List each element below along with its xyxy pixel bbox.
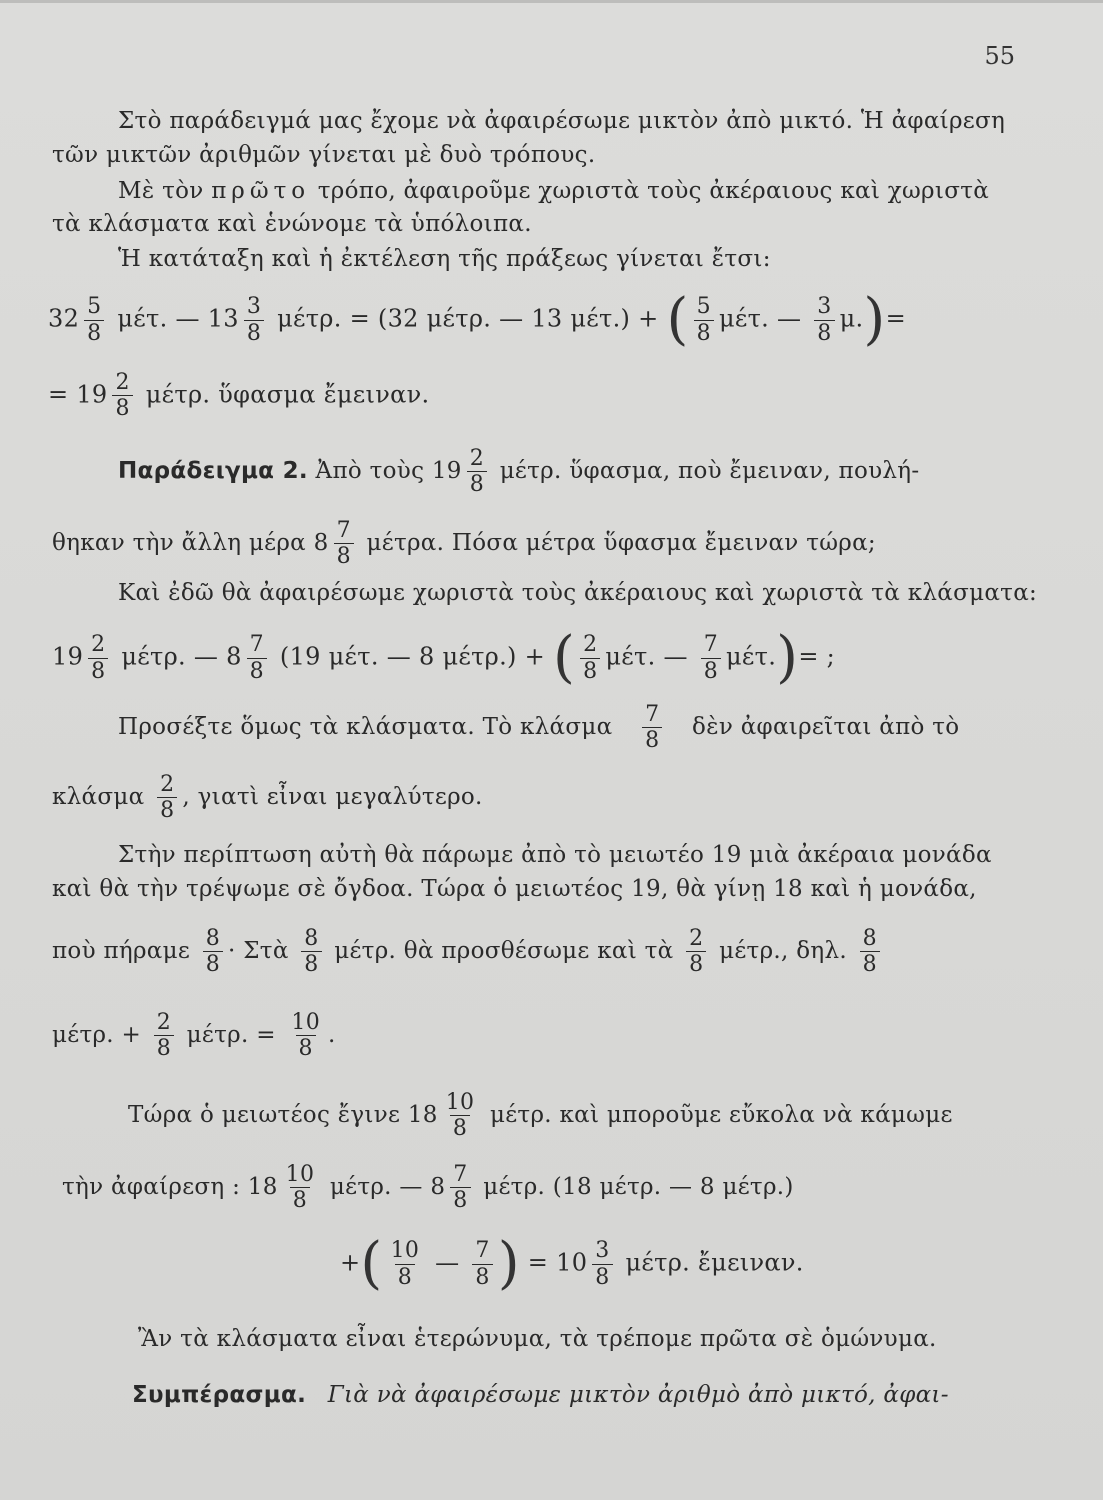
equation-2: [52, 625, 836, 690]
fraction: $\frac{2}{8}$: [157, 772, 177, 824]
equation-1-result: [48, 370, 429, 422]
unit: μέτ.: [726, 642, 777, 671]
text-span: μέτρ. +: [52, 1021, 142, 1048]
text-span: τρόπο, ἀφαιροῦμε χωριστὰ τοὺς ἀκέραιους καὶ χωριστὰ: [317, 178, 990, 204]
text-span: τὴν ἀφαίρεση : 18: [62, 1173, 278, 1200]
fraction: $\frac{7}{8}$: [472, 1238, 492, 1290]
text-line: [128, 1090, 953, 1142]
conclusion-heading: Συμπέρασμα.: [132, 1382, 307, 1408]
text-span: μέτρ. ὕφασμα, ποὺ ἔμειναν, πουλή-: [499, 457, 920, 484]
text-line: [52, 926, 885, 978]
text-line: [118, 178, 989, 204]
fraction: $\frac{2}{8}$: [88, 632, 108, 684]
text-span: = 10: [527, 1248, 588, 1277]
plus-sign: +: [340, 1248, 361, 1277]
fraction: $\frac{7}{8}$: [450, 1162, 470, 1214]
expression: (19 μέτ. — 8 μέτρ.) +: [279, 642, 545, 671]
text-line: Ἡ κατάταξη καὶ ἡ ἐκτέλεση τῆς πράξεως γίνεται ἔτσι:: [118, 246, 771, 272]
equals: =: [885, 304, 906, 333]
text-span: · Στὰ: [228, 937, 289, 964]
text-line: Στὴν περίπτωση αὐτὴ θὰ πάρωμε ἀπὸ τὸ μειωτέο 19 μιὰ ἀκέραια μονάδα: [118, 842, 992, 868]
top-edge-line: [0, 0, 1103, 3]
fraction: $\frac{2}{8}$: [467, 446, 487, 498]
right-paren: ): [776, 625, 799, 690]
text-span: δὲν ἀφαιρεῖται ἀπὸ τὸ: [692, 713, 960, 740]
text-line: [62, 1162, 794, 1214]
fraction: $\frac{10}{8}$: [291, 1010, 321, 1062]
integer: = 19: [48, 380, 108, 409]
conclusion-text: Γιὰ νὰ ἀφαιρέσωμε μικτὸν ἀριθμὸ ἀπὸ μικτό, ἀφαι-: [327, 1382, 949, 1408]
integer: 13: [207, 304, 239, 333]
text-span: Τώρα ὁ μειωτέος ἔγινε 18: [128, 1101, 438, 1128]
expression: μέτρ. = (32 μέτρ. — 13 μέτ.) +: [277, 304, 659, 333]
text-line: καὶ θὰ τὴν τρέψωμε σὲ ὄγδοα. Τώρα ὁ μειωτέος 19, θὰ γίνῃ 18 καὶ ἡ μονάδα,: [52, 876, 977, 902]
fraction: $\frac{10}{8}$: [445, 1090, 475, 1142]
text-line: Ἂν τὰ κλάσματα εἶναι ἑτερώνυμα, τὰ τρέπομε πρῶτα σὲ ὁμώνυμα.: [138, 1326, 937, 1352]
fraction: $\frac{8}{8}$: [203, 926, 223, 978]
minus-sign: —: [435, 1248, 460, 1277]
text-span: μέτρ., δηλ.: [719, 937, 847, 964]
fraction: $\frac{3}{8}$: [592, 1238, 612, 1290]
left-paren: (: [552, 625, 576, 690]
example-2-line: [118, 446, 919, 498]
text-span: μέτρα. Πόσα μέτρα ὕφασμα ἔμειναν τώρα;: [366, 529, 876, 556]
equation-1: [48, 287, 906, 352]
text-line: τὰ κλάσματα καὶ ἑνώνομε τὰ ὑπόλοιπα.: [52, 211, 532, 237]
equals: = ;: [798, 642, 836, 671]
page-number: 55: [984, 42, 1015, 70]
integer: 32: [48, 304, 80, 333]
conclusion-line: [132, 1382, 949, 1408]
emphasis-spaced: πρῶτο: [211, 178, 311, 204]
fraction: $\frac{2}{8}$: [154, 1010, 174, 1062]
integer: 19: [52, 642, 84, 671]
text-span: θηκαν τὴν ἄλλη μέρα 8: [52, 529, 329, 556]
text-span: μέτρ. ἔμειναν.: [625, 1248, 804, 1277]
equation-3: [340, 1231, 804, 1296]
fraction: $\frac{7}{8}$: [701, 632, 721, 684]
expression: μέτρ. — 8: [121, 642, 242, 671]
fraction: $\frac{10}{8}$: [285, 1162, 315, 1214]
fraction: $\frac{7}{8}$: [642, 702, 662, 754]
unit: μ.: [839, 304, 864, 333]
example-heading: Παράδειγμα 2.: [118, 457, 308, 484]
left-paren: (: [360, 1231, 383, 1296]
left-paren: (: [666, 287, 689, 352]
fraction: $\frac{8}{8}$: [301, 926, 321, 978]
text-span: Μὲ τὸν: [118, 178, 204, 204]
text-span: Ἀπὸ τοὺς 19: [315, 457, 462, 484]
unit: μέτ. —: [718, 304, 802, 333]
text-line: [52, 772, 483, 824]
text-span: μέτρ. (18 μέτρ. — 8 μέτρ.): [483, 1173, 794, 1200]
text-span: μέτρ. καὶ μποροῦμε εὔκολα νὰ κάμωμε: [489, 1101, 953, 1128]
fraction: $\frac{8}{8}$: [860, 926, 880, 978]
right-paren: ): [497, 1231, 520, 1296]
text-span: ποὺ πήραμε: [52, 937, 191, 964]
text-line: Καὶ ἐδῶ θὰ ἀφαιρέσωμε χωριστὰ τοὺς ἀκέραιους καὶ χωριστὰ τὰ κλάσματα:: [118, 580, 1038, 606]
text-line: [52, 1010, 336, 1062]
fraction: $\frac{5}{8}$: [694, 294, 714, 346]
fraction: $\frac{7}{8}$: [334, 518, 354, 570]
text-span: κλάσμα: [52, 783, 145, 810]
text-span: .: [328, 1021, 336, 1048]
text-line: [118, 702, 959, 754]
fraction: $\frac{2}{8}$: [580, 632, 600, 684]
text-span: μέτρ. θὰ προσθέσωμε καὶ τὰ: [334, 937, 674, 964]
text-span: Προσέξτε ὅμως τὰ κλάσματα. Τὸ κλάσμα: [118, 713, 613, 740]
text-line: Στὸ παράδειγμά μας ἔχομε νὰ ἀφαιρέσωμε μικτὸν ἀπὸ μικτό. Ἡ ἀφαίρεση: [118, 108, 1006, 134]
fraction: $\frac{2}{8}$: [686, 926, 706, 978]
fraction: $\frac{7}{8}$: [247, 632, 267, 684]
text-line: [52, 518, 876, 570]
unit: μέτ. —: [605, 642, 688, 671]
text-span: μέτρ. ὕφασμα ἔμειναν.: [145, 380, 430, 409]
right-paren: ): [863, 287, 886, 352]
fraction: $\frac{10}{8}$: [390, 1238, 420, 1290]
text-span: μέτρ. =: [186, 1021, 276, 1048]
fraction: $\frac{5}{8}$: [84, 294, 104, 346]
fraction: $\frac{3}{8}$: [814, 294, 834, 346]
fraction: $\frac{2}{8}$: [112, 370, 132, 422]
fraction: $\frac{3}{8}$: [244, 294, 264, 346]
text-span: , γιατὶ εἶναι μεγαλύτερο.: [182, 783, 483, 810]
text-span: μέτρ. — 8: [329, 1173, 446, 1200]
text-line: τῶν μικτῶν ἀριθμῶν γίνεται μὲ δυὸ τρόπους.: [52, 142, 596, 168]
unit: μέτ. —: [117, 304, 200, 333]
